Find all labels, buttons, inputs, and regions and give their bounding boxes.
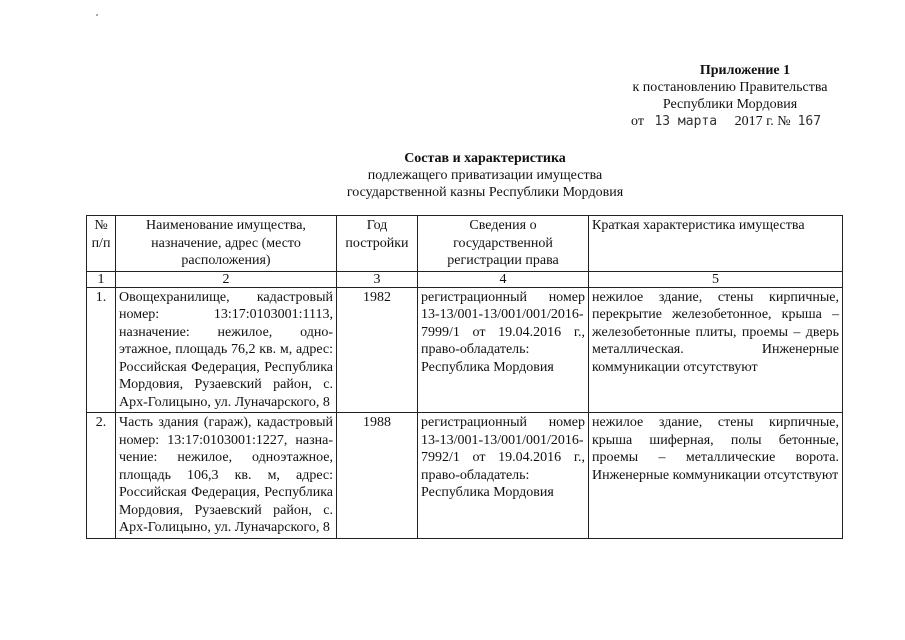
header-name: Наименование имущества, назначение, адрес (место расположения) [116, 216, 337, 272]
row-number: 2. [87, 413, 116, 539]
document-title [290, 150, 680, 201]
column-number: 1 [87, 271, 116, 287]
annex-year-suffix: 2017 г. № [734, 114, 791, 129]
header-registration: Сведения о государственной регистрации права [418, 216, 589, 272]
title-line-3: государственной казны Республики Мордовия [346, 185, 624, 200]
column-number: 2 [116, 271, 337, 287]
table-header-row [87, 216, 843, 272]
header-number: № п/п [87, 216, 116, 272]
row-number: 1. [87, 287, 116, 413]
header-description: Краткая характеристика имущества [589, 216, 843, 272]
property-description: нежилое здание, стены кирпичные, крыша шиферная, полы бетонные, проемы – металлические ворота. Инженерные коммуникации отсутствуют [589, 413, 843, 539]
column-number: 4 [418, 271, 589, 287]
annex-date-line [615, 113, 845, 130]
header-year: Год постройки [337, 216, 418, 272]
annex-heading: Приложение 1 [699, 63, 791, 78]
annex-line-2: Республики Мордовия [662, 97, 798, 112]
column-number: 5 [589, 271, 843, 287]
annex-number-handwritten: 167 [797, 114, 822, 129]
annex-line-1: к постановлению Правительства [632, 80, 828, 95]
table-row [87, 287, 843, 413]
build-year: 1982 [337, 287, 418, 413]
column-numbers-row [87, 271, 843, 287]
property-table [86, 215, 843, 539]
registration-info: регистрационный номер 13-13/001-13/001/001/2016-7992/1 от 19.04.2016 г., право-обладатель: Республика Мордовия [418, 413, 589, 539]
title-line-2: подлежащего приватизации имущества [367, 168, 603, 183]
title-line-1: Состав и характеристика [404, 151, 566, 166]
column-number: 3 [337, 271, 418, 287]
property-description: нежилое здание, стены кирпичные, перекрытие железобетонное, крыша – железобетонные плиты, проемы – дверь металлическая. Инженерные коммуникации отсутствуют [589, 287, 843, 413]
property-name: Овощехранилище, кадастровый номер: 13:17:0103001:1113, назначение: нежилое, одно-этажное, площадь 76,2 кв. м, адрес: Российская Федерация, Республика Мордовия, Рузаевский район, с. Арх-Голицыно, ул. Луначарского, 8 [116, 287, 337, 413]
registration-info: регистрационный номер 13-13/001-13/001/001/2016-7999/1 от 19.04.2016 г., право-обладатель: Республика Мордовия [418, 287, 589, 413]
annex-from-prefix: от [631, 114, 644, 129]
annex-block [615, 62, 845, 130]
scan-speck [96, 14, 98, 16]
build-year: 1988 [337, 413, 418, 539]
property-name: Часть здания (гараж), кадастровый номер: 13:17:0103001:1227, назна-чение: нежилое, одноэтажное, площадь 106,3 кв. м, адрес: Российская Федерация, Республика Мордовия, Рузаевский район, с. Арх-Голицыно, ул. Луначарского, 8 [116, 413, 337, 539]
annex-date-handwritten: 13 марта [654, 114, 718, 129]
table-row [87, 413, 843, 539]
